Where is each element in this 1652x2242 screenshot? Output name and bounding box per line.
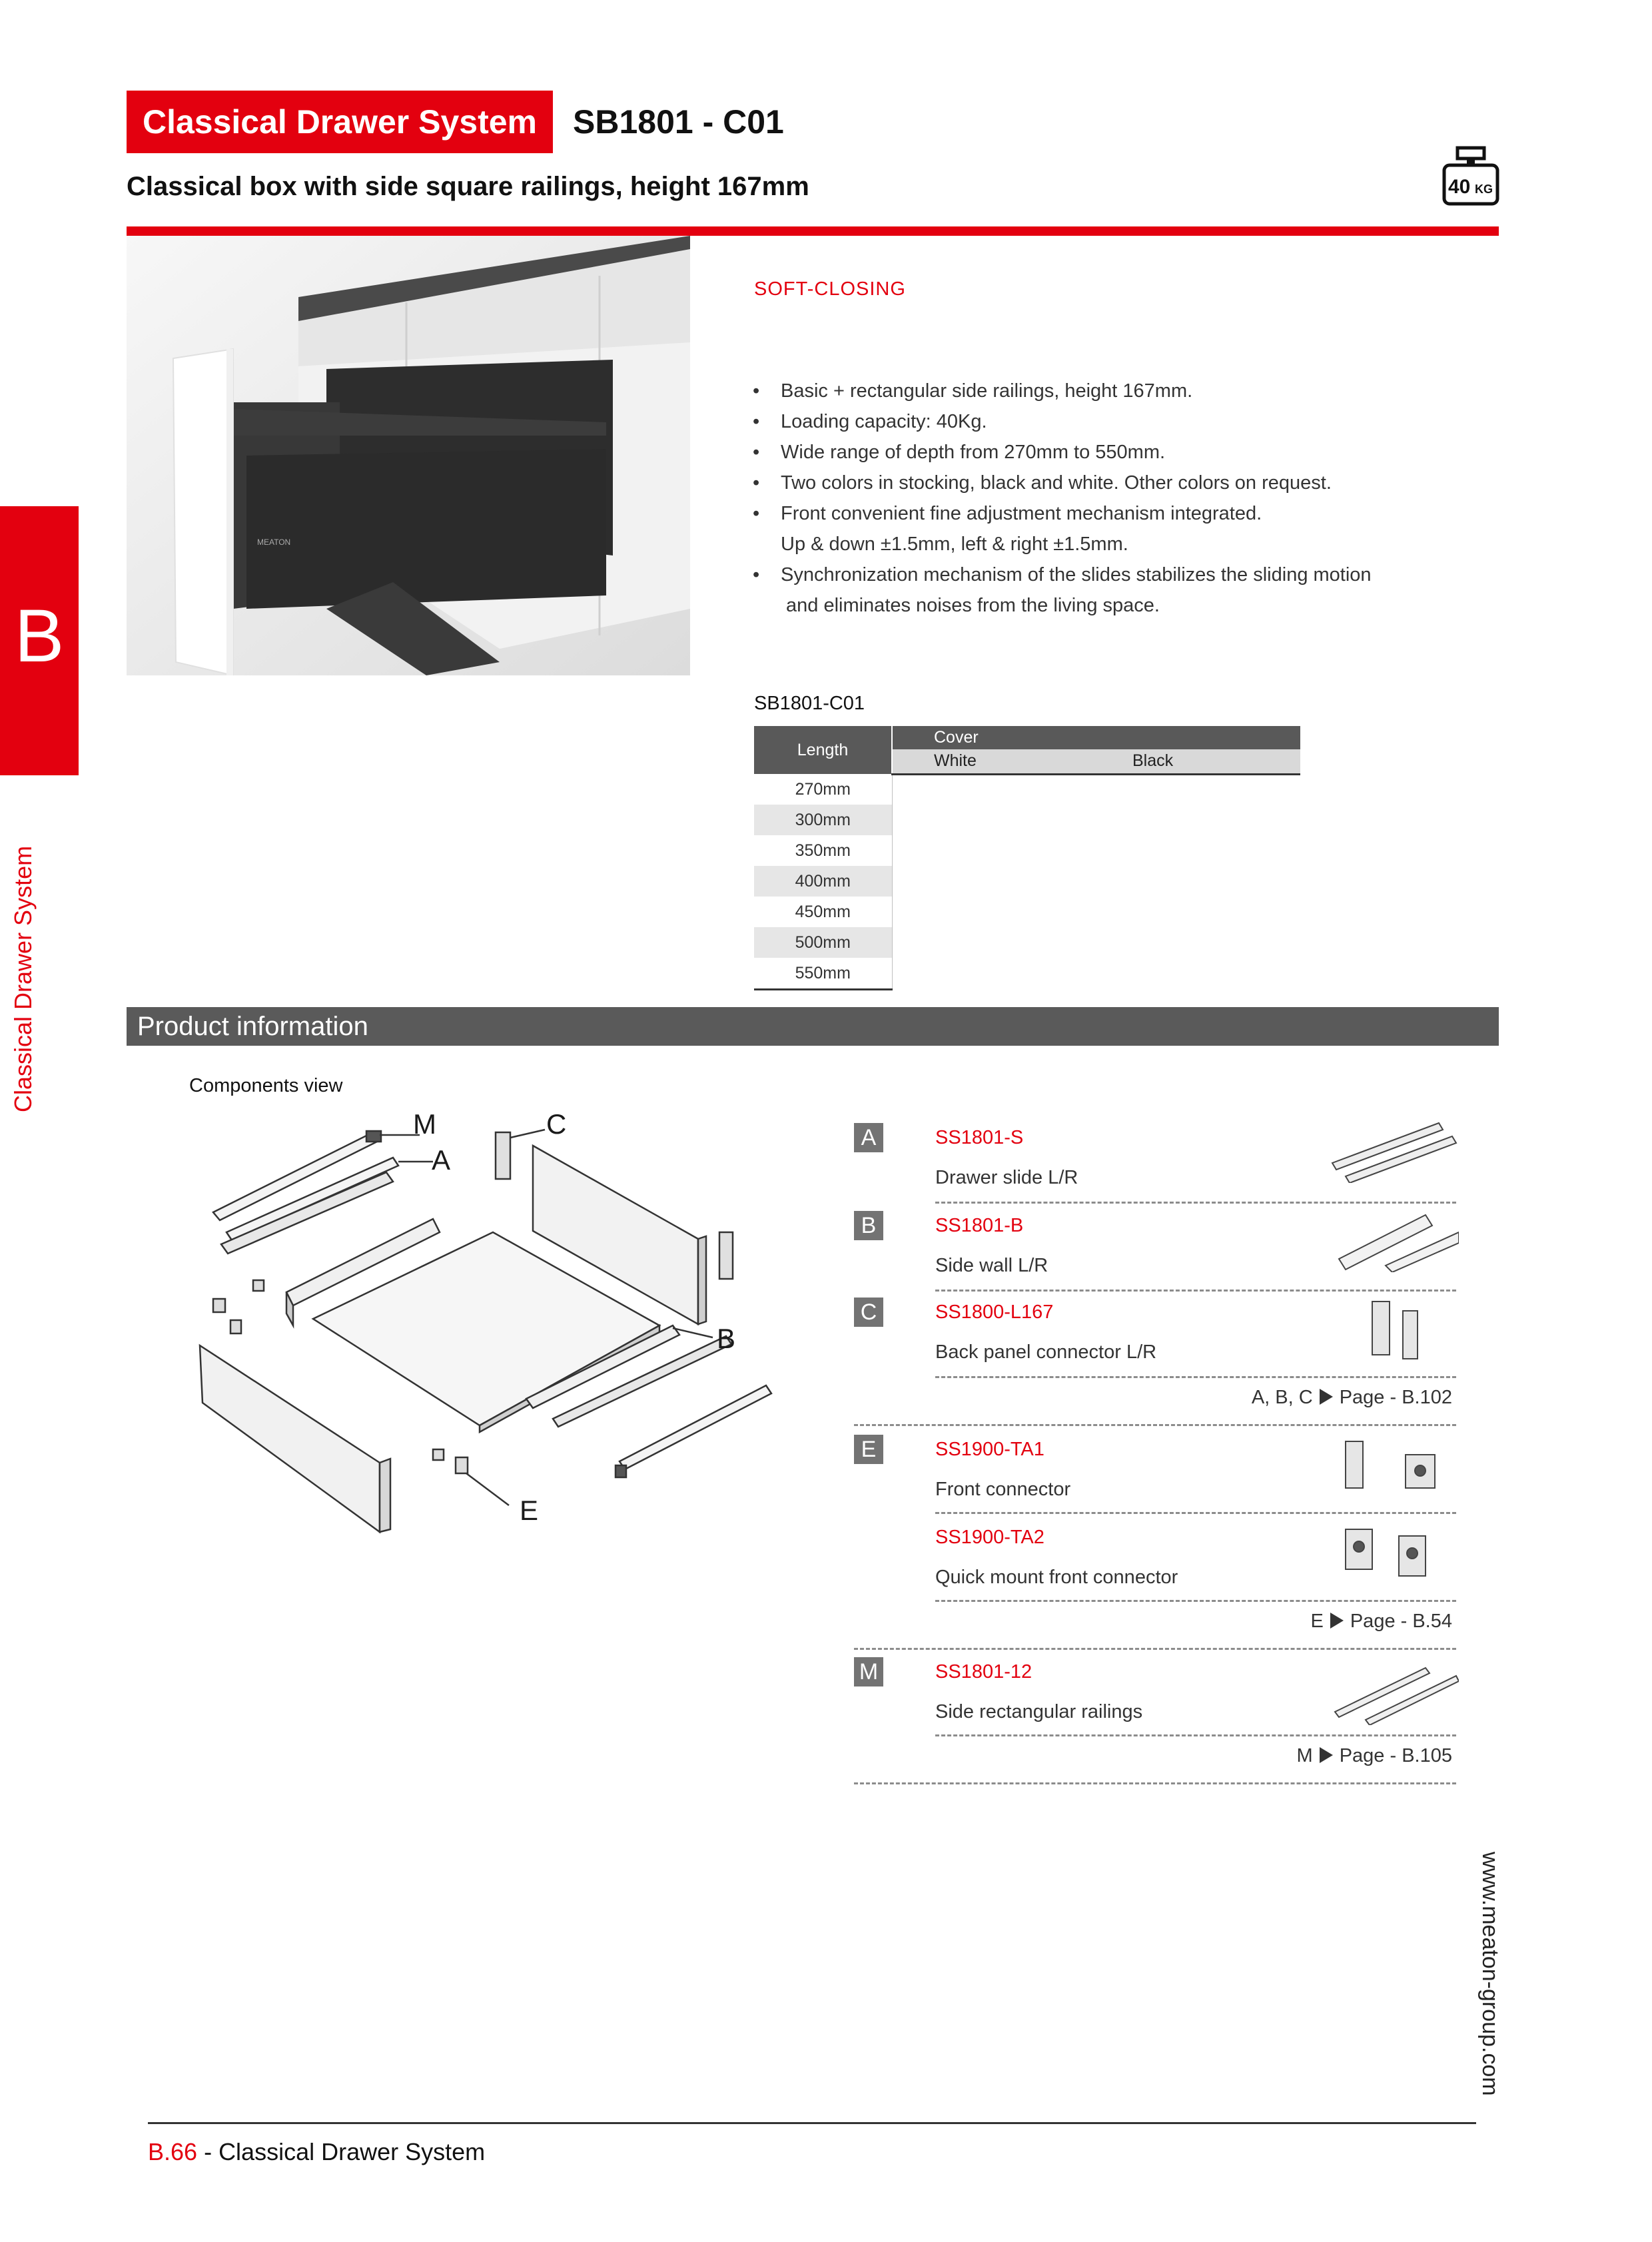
table-row — [754, 897, 1300, 927]
length-cell: 300mm — [754, 805, 892, 835]
triangle-right-icon — [1330, 1613, 1344, 1629]
product-photo — [127, 236, 690, 675]
feature-text: Wide range of depth from 270mm to 550mm. — [781, 442, 1166, 463]
component-code: SS1900-TA1 — [935, 1439, 1044, 1460]
table-row — [754, 866, 1300, 897]
page-reference — [1311, 1611, 1453, 1633]
triangle-right-icon — [1320, 1389, 1333, 1405]
table-row — [754, 927, 1300, 958]
feature-item — [753, 468, 1372, 498]
bullet: • — [753, 411, 760, 432]
ref-prefix: E — [1310, 1611, 1324, 1632]
weight-40kg-icon — [1442, 145, 1500, 206]
divider — [935, 1512, 1456, 1514]
table-row — [754, 774, 1300, 805]
quick-mount-connector-thumbnail — [1326, 1520, 1459, 1587]
divider — [935, 1376, 1456, 1378]
footer-separator: - — [197, 2138, 219, 2165]
cover-header: Cover — [892, 726, 1300, 749]
back-connector-thumbnail — [1326, 1295, 1459, 1361]
diagram-label-c: C — [546, 1108, 567, 1140]
component-code: SS1801-12 — [935, 1661, 1032, 1682]
page-subtitle: Classical box with side square railings, height 167mm — [127, 172, 809, 201]
component-letter-a: A — [854, 1123, 883, 1152]
exploded-view-diagram — [180, 1106, 819, 1559]
component-desc: Side rectangular railings — [935, 1701, 1143, 1722]
feature-item — [753, 529, 1372, 560]
component-desc: Back panel connector L/R — [935, 1341, 1157, 1363]
feature-text: Loading capacity: 40Kg. — [781, 411, 987, 432]
component-desc: Quick mount front connector — [935, 1567, 1178, 1588]
feature-text: Front convenient fine adjustment mechanism integrated. — [781, 503, 1262, 524]
capacity-value: 40 — [1448, 176, 1471, 198]
length-cell: 500mm — [754, 927, 892, 958]
capacity-unit: KG — [1475, 183, 1493, 196]
component-code: SS1801-B — [935, 1215, 1024, 1236]
length-cell: 270mm — [754, 774, 892, 805]
divider — [935, 1734, 1456, 1736]
feature-list — [753, 376, 1372, 621]
front-connector-thumbnail — [1326, 1432, 1459, 1499]
component-desc: Drawer slide L/R — [935, 1167, 1078, 1188]
bullet: • — [753, 442, 760, 463]
section-tab-label: Classical Drawer System — [9, 845, 37, 1112]
black-header: Black — [1091, 749, 1300, 774]
bullet: • — [753, 380, 760, 402]
length-cell: 400mm — [754, 866, 892, 897]
section-badge: Classical Drawer System — [127, 91, 553, 153]
component-desc: Front connector — [935, 1479, 1071, 1500]
components-view-title: Components view — [189, 1075, 343, 1096]
divider — [854, 1782, 1456, 1784]
component-letter-m: M — [854, 1657, 883, 1686]
diagram-label-b: B — [717, 1323, 736, 1354]
table-row — [754, 805, 1300, 835]
ref-prefix: A, B, C — [1251, 1387, 1313, 1408]
article-table — [754, 726, 1300, 990]
component-letter-e: E — [854, 1435, 883, 1464]
page-number: B.66 — [148, 2138, 198, 2165]
divider — [854, 1424, 1456, 1426]
divider — [935, 1202, 1456, 1204]
feature-item — [753, 560, 1372, 590]
feature-item — [753, 590, 1372, 621]
header-divider — [127, 226, 1499, 236]
side-wall-thumbnail — [1326, 1206, 1459, 1272]
diagram-label-a: A — [432, 1144, 451, 1176]
svg-text:MEATON: MEATON — [257, 538, 291, 547]
component-letter-c: C — [854, 1298, 883, 1327]
triangle-right-icon — [1320, 1747, 1333, 1763]
feature-item — [753, 376, 1372, 406]
feature-item — [753, 437, 1372, 468]
component-code: SS1900-TA2 — [935, 1527, 1044, 1548]
section-tab-letter: B — [14, 594, 65, 677]
bullet: • — [753, 564, 760, 585]
section-tab — [0, 506, 79, 775]
divider — [935, 1600, 1456, 1602]
divider — [935, 1290, 1456, 1292]
feature-text: Synchronization mechanism of the slides stabilizes the sliding motion — [781, 564, 1372, 585]
ref-page[interactable]: Page - B.102 — [1339, 1387, 1452, 1408]
feature-text: Basic + rectangular side railings, height 167mm. — [781, 380, 1193, 402]
bullet: • — [753, 472, 760, 494]
diagram-label-e: E — [520, 1495, 539, 1526]
feature-text: Up & down ±1.5mm, left & right ±1.5mm. — [781, 534, 1128, 555]
divider — [854, 1648, 1456, 1650]
length-header: Length — [754, 726, 892, 774]
ref-page[interactable]: Page - B.54 — [1350, 1611, 1452, 1632]
feature-heading: SOFT-CLOSING — [754, 278, 906, 300]
page-reference — [1252, 1387, 1452, 1409]
page-footer — [148, 2138, 485, 2166]
diagram-label-m: M — [413, 1108, 436, 1140]
length-cell: 550mm — [754, 958, 892, 990]
page-reference — [1297, 1745, 1452, 1767]
table-title: SB1801-C01 — [754, 693, 865, 714]
table-row — [754, 835, 1300, 866]
railing-thumbnail — [1326, 1659, 1459, 1725]
ref-prefix: M — [1296, 1745, 1313, 1766]
ref-page[interactable]: Page - B.105 — [1339, 1745, 1452, 1766]
table-row — [754, 958, 1300, 990]
component-desc: Side wall L/R — [935, 1255, 1048, 1276]
feature-text: and eliminates noises from the living space. — [786, 595, 1160, 616]
length-cell: 350mm — [754, 835, 892, 866]
website-url[interactable]: www.meaton-group.com — [1477, 1852, 1503, 2096]
bullet: • — [753, 503, 760, 524]
section-bar: Product information — [127, 1007, 1499, 1046]
component-code: SS1801-S — [935, 1127, 1024, 1148]
feature-item — [753, 498, 1372, 529]
footer-divider — [148, 2122, 1476, 2124]
component-code: SS1800-L167 — [935, 1302, 1054, 1323]
model-number: SB1801 - C01 — [573, 103, 784, 141]
white-header: White — [892, 749, 1091, 774]
feature-text: Two colors in stocking, black and white. Other colors on request. — [781, 472, 1332, 494]
drawer-slide-thumbnail — [1326, 1116, 1459, 1183]
footer-section: Classical Drawer System — [218, 2138, 486, 2165]
feature-item — [753, 406, 1372, 437]
component-letter-b: B — [854, 1211, 883, 1240]
length-cell: 450mm — [754, 897, 892, 927]
